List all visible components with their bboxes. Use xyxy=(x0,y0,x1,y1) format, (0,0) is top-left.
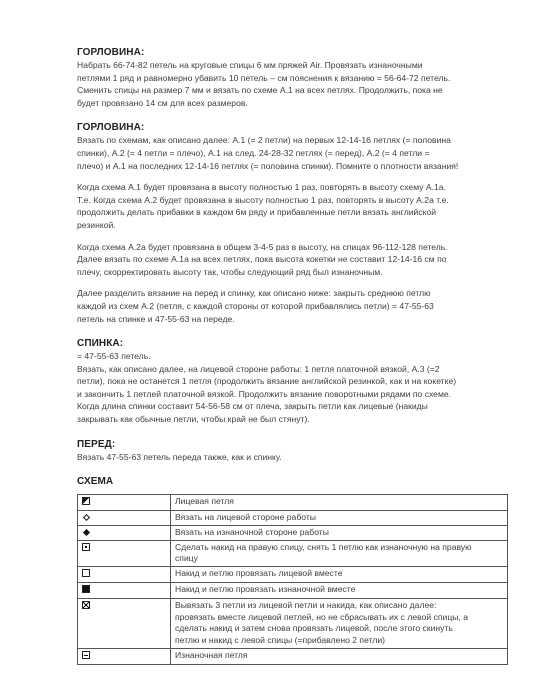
dash-square-icon xyxy=(82,651,90,659)
paragraph: Вязать по схемам, как описано далее: А.1 (= 2 петли) на первых 12-14-16 петлях (= половина спинки), А.2 (= 4 петли = плечо), А.1 на след. 24-28-32 петлях (= перед), А.2 (= 4 петли = плечо) и А.1 на последних 12-14-16 петлях (= половина спинки). Помните о плотности вязания! xyxy=(77,135,459,171)
crossed-square-icon xyxy=(82,601,90,609)
legend-row: Вязать на изнаночной стороне работы xyxy=(78,525,508,540)
legend-row: Накид и петлю провязать изнаночной вместе xyxy=(78,583,508,599)
legend-row: Сделать накид на правую спицу, снять 1 петлю как изнаночную на правую спицу xyxy=(78,540,508,567)
knit-stitch-icon xyxy=(82,497,90,505)
legend-row: Лицевая петля xyxy=(78,495,508,511)
filled-diamond-icon xyxy=(83,529,90,536)
legend-row: Накид и петлю провязать лицевой вместе xyxy=(78,567,508,583)
paragraph: Набрать 66-74-82 петель на круговые спицы 6 мм пряжей Air. Провязать изнаночными петлями 1 ряд и равномерно убавить 10 петель – см пояснения к вязанию = 56-64-72 петель. Сменить спицы на размер 7 мм и вязать по схеме А.1 на всех петлях. Продолжить, пока не будет провязано 14 см для всех размеров. xyxy=(77,60,451,108)
paragraph: = 47-55-63 петель. Вязать, как описано далее, на лицевой стороне работы: 1 петля платочной вязкой, А.3 (=2 петли), пока не останется 1 петля (продолжить вязание английской резинкой, как и на кокетке) и закончить 1 петлей платочной вязкой. Продолжить вязание поворотными рядами по схеме. Когда длина спинки составит 54-56-58 см от плеча, закрыть петли как лицевые (накиды закрывать как обычные петли, чтобы край не был стянут). xyxy=(77,351,457,425)
section-heading-neckline-2: ГОРЛОВИНА: xyxy=(77,122,145,134)
legend-row: Вязать на лицевой стороне работы xyxy=(78,511,508,526)
section-heading-front: ПЕРЕД: xyxy=(77,438,116,450)
section-heading-neckline: ГОРЛОВИНА: xyxy=(77,47,145,58)
filled-square-icon xyxy=(82,585,90,593)
legend-row: Изнаночная петля xyxy=(78,649,508,665)
paragraph: Когда схема А.2а будет провязана в общем 3-4-5 раз в высоту, на спицах 96-112-128 петель. Далее вязать по схеме А.1а на всех петлях, пока высота кокетки не составит 12-14-16 см по плечу, скорректировать высоту так, чтобы следующий ряд был изнаночным. xyxy=(77,241,448,277)
legend-row: Вывязать 3 петли из лицевой петли и накида, как описано далее: провязать вместе лицевой петлей, но не сбрасывать их с левой спицы, а сделать накид и затем снова провязать лицевой, после этого скинуть петлю и накид с левой спицы (=прибавлено 2 петли) xyxy=(78,598,508,648)
paragraph: Когда схема А.1 будет провязана в высоту полностью 1 раз, повторять в высоту схему А.1а. Т.е. Когда схема А.2 будет провязана в высоту полностью 1 раз, повторять в высоту А.2а т.е. продолжить делать прибавки в каждом 6м ряду и прибавленные петли вязать английской резинкой. xyxy=(77,182,449,230)
empty-square-icon xyxy=(82,569,90,577)
paragraph: Далее разделить вязание на перед и спинку, как описано ниже: закрыть среднюю петлю каждой из схем А.2 (петля, с каждой стороны от которой прибавлялись петли) = 47-55-63 петель на спинке и 47-55-63 на переде. xyxy=(77,288,434,324)
legend-heading: СХЕМА xyxy=(77,476,114,488)
section-heading-back: СПИНКА: xyxy=(77,338,124,350)
open-diamond-icon xyxy=(83,514,90,521)
paragraph: Вязать 47-55-63 петель переда также, как и спинку. xyxy=(77,451,282,462)
legend-table xyxy=(77,494,508,665)
dot-square-icon xyxy=(82,543,90,551)
document-content xyxy=(77,46,509,665)
